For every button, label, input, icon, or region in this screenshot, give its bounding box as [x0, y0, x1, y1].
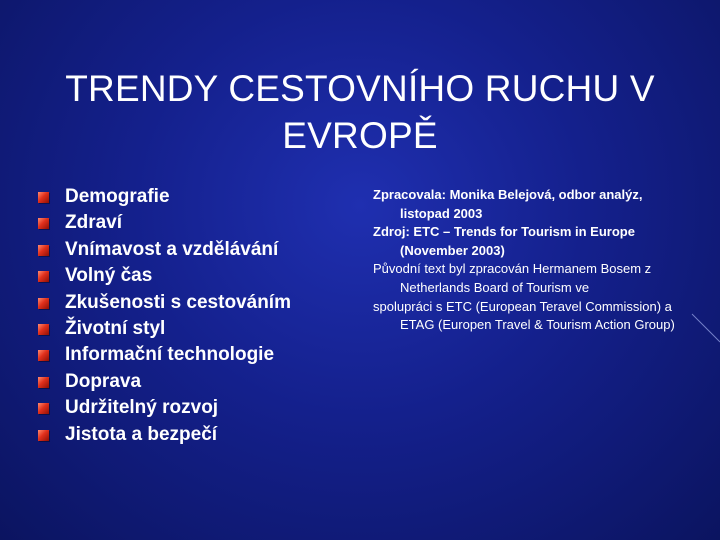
- bullet-marker-icon: [38, 218, 49, 229]
- bullet-item: [38, 263, 358, 289]
- bullet-marker-icon: [38, 430, 49, 441]
- original-text-note-line-2: spolupráci s ETC (European Teravel Commission) a ETAG (Europen Travel & Tourism Action Group): [373, 298, 675, 333]
- bullet-item: [38, 184, 358, 210]
- bullet-text: Demografie: [65, 186, 170, 207]
- bullet-item: [38, 369, 358, 395]
- bullet-text: Zkušenosti s cestováním: [65, 291, 291, 313]
- slide-title-line-2: EVROPĚ: [282, 114, 438, 156]
- bullet-text: Udržitelný rozvoj: [65, 397, 219, 419]
- bullet-item: [38, 395, 358, 421]
- bullet-list: [38, 184, 358, 448]
- source-notes: [373, 186, 693, 335]
- bullet-text: Životní styl: [65, 317, 166, 339]
- bullet-marker-icon: [38, 350, 49, 361]
- slide-title-line-1: TRENDY CESTOVNÍHO RUCHU V: [65, 67, 655, 109]
- bullet-text: Informační technologie: [65, 344, 275, 366]
- original-text-note-line-1: Původní text byl zpracován Hermanem Bosem z Netherlands Board of Tourism ve: [373, 261, 652, 295]
- bullet-marker-icon: [38, 271, 49, 282]
- bullet-text: Doprava: [65, 370, 142, 392]
- bullet-item: [38, 210, 358, 236]
- bullet-marker-icon: [38, 377, 49, 388]
- bullet-item: [38, 342, 358, 368]
- bullet-text: Jistota a bezpečí: [65, 423, 218, 445]
- bullet-marker-icon: [38, 324, 49, 335]
- bullet-item: [38, 290, 358, 316]
- bullet-text: Volný čas: [65, 265, 153, 287]
- bullet-item: [38, 422, 358, 448]
- slide-title: [20, 65, 700, 159]
- bullet-marker-icon: [38, 298, 49, 309]
- bullet-item: [38, 316, 358, 342]
- bullet-marker-icon: [38, 192, 49, 203]
- decorative-line: [690, 300, 720, 360]
- source-note: Zdroj: ETC – Trends for Tourism in Europe (November 2003): [373, 224, 635, 258]
- bullet-text: Zdraví: [65, 212, 123, 234]
- bullet-text: Vnímavost a vzdělávání: [65, 238, 279, 260]
- author-note: Zpracovala: Monika Belejová, odbor analýz, listopad 2003: [373, 187, 643, 221]
- bullet-marker-icon: [38, 403, 49, 414]
- bullet-marker-icon: [38, 245, 49, 256]
- bullet-item: [38, 237, 358, 263]
